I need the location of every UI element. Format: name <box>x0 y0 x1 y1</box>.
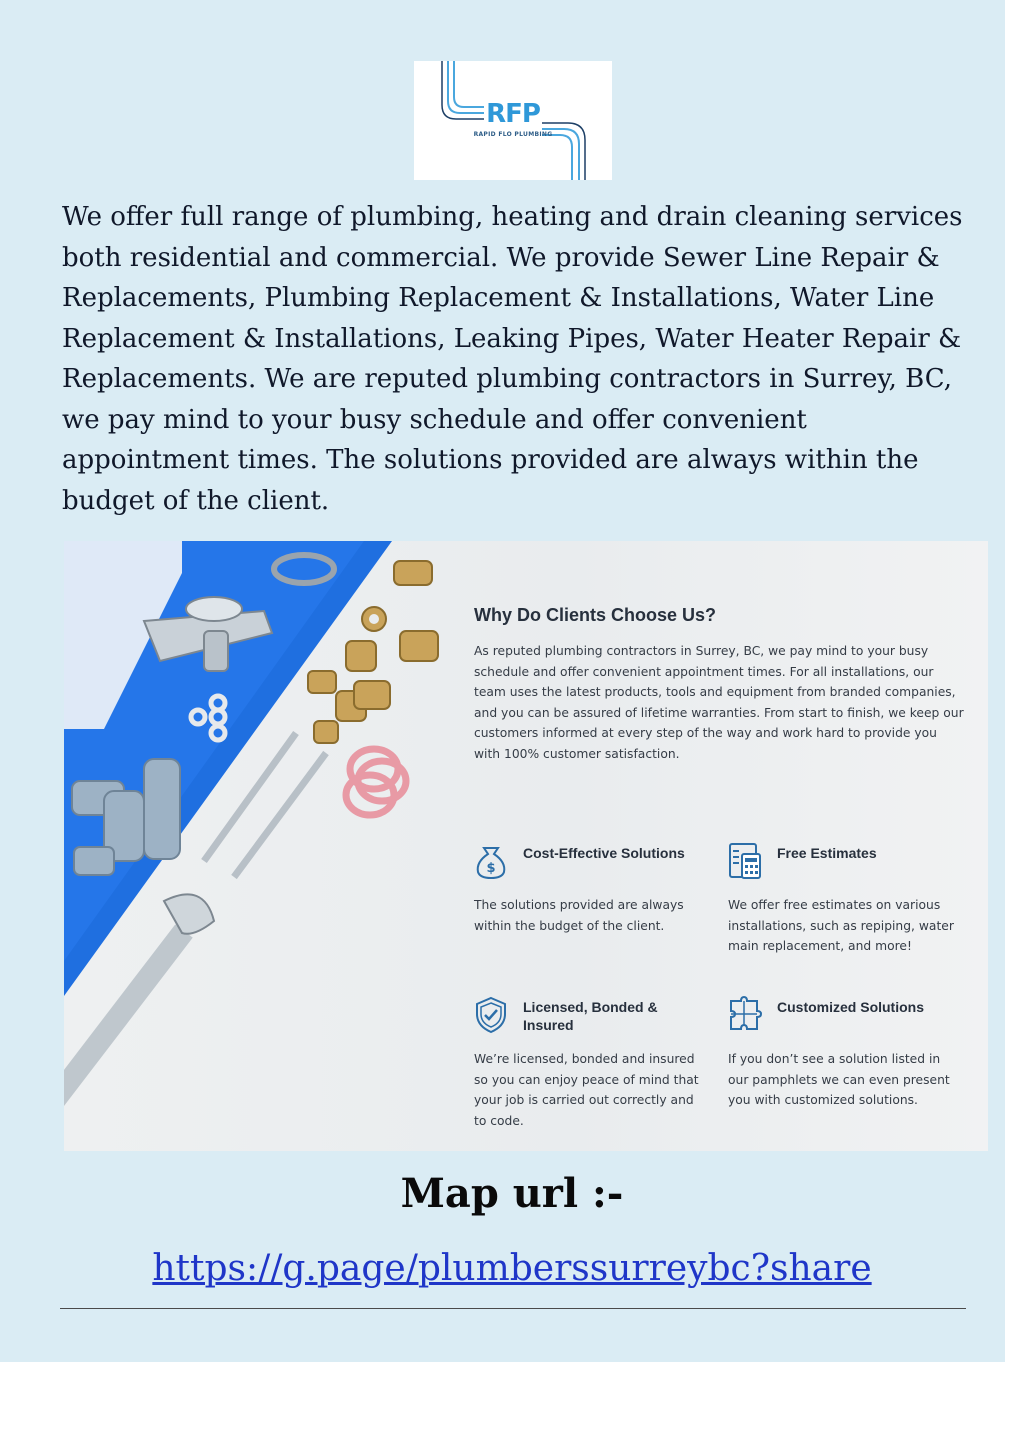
feature-title: Customized Solutions <box>777 999 924 1015</box>
feature-description: We offer free estimates on various installations, such as repiping, water main replacement, and more! <box>728 898 954 954</box>
feature-title: Licensed, Bonded & Insured <box>523 999 658 1033</box>
map-url-link[interactable]: https://g.page/plumberssurreybc?share <box>152 1248 872 1289</box>
banner-paragraph: As reputed plumbing contractors in Surrey, BC, we pay mind to your busy schedule and offer convenient appointment times. For all installations, our team uses the latest products, tools and equipment from branded companies, and you can be assured of lifetime warranties. From start to finish, we keep our customers informed at every step of the way and work hard to provide you with 100% customer satisfaction. <box>474 644 964 761</box>
money-bag-icon <box>474 842 508 880</box>
why-choose-us-banner <box>64 541 988 1151</box>
banner-title: Why Do Clients Choose Us? <box>474 605 717 625</box>
logo-company-name: RAPID FLO PLUMBING <box>473 131 553 138</box>
logo-mark: RFP <box>486 99 540 129</box>
feature-description: We’re licensed, bonded and insured so you can enjoy peace of mind that your job is carried out correctly and to code. <box>474 1052 699 1128</box>
calculator-document-icon <box>728 842 762 880</box>
feature-description: If you don’t see a solution listed in our pamphlets we can even present you with customized solutions. <box>728 1052 950 1108</box>
shield-check-icon <box>474 996 508 1034</box>
map-url-label: Map url :- <box>400 1170 624 1217</box>
svg-text:$: $ <box>486 861 496 876</box>
feature-title: Cost-Effective Solutions <box>523 845 685 861</box>
gaskets <box>346 749 406 815</box>
feature-description: The solutions provided are always within the budget of the client. <box>474 898 684 933</box>
intro-paragraph: We offer full range of plumbing, heating and drain cleaning services both residential and commercial. We provide Sewer Line Repair & Replacements, Plumbing Replacement & Installations, Water Line Replacement & Installations, Leaking Pipes, Water Heater Repair & Replacements. We are reputed plumbing contractors in Surrey, BC, we pay mind to your busy schedule and offer convenient appointment times. The solutions provided are always within the budget of the client. <box>62 202 963 516</box>
puzzle-icon <box>728 996 762 1034</box>
divider-line <box>60 1308 966 1309</box>
feature-title: Free Estimates <box>777 845 877 861</box>
company-logo <box>414 61 612 180</box>
